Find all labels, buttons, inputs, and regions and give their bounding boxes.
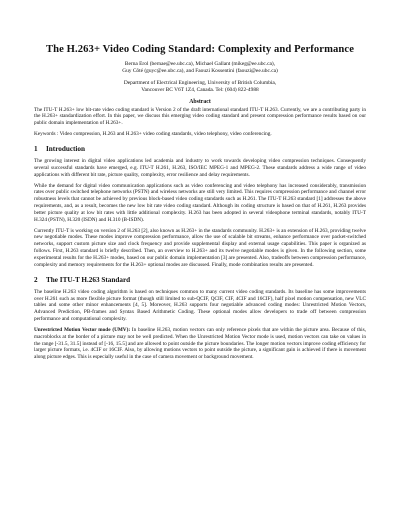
section-heading-h263-standard	[34, 276, 366, 284]
author-line: Berna Erol (bernae@ee.ubc.ca), Michael Gallant (mikeg@ee.ubc.ca),	[124, 61, 276, 67]
abstract-heading: Abstract	[189, 98, 211, 105]
umv-paragraph	[34, 327, 366, 361]
section-title: The ITU-T H.263 Standard	[46, 275, 131, 284]
paragraph: The growing interest in digital video applications led academia and industry to work towards developing video compression techniques. Consequently several successful standards have emerged, e.g. ITU-T H.261, H.263, ISO/IEC MPEG-1 and MPEG-2. These standards address a wide range of video applications with different bit rate, picture quality, complexity, error resilience and delay requirements.	[34, 158, 366, 178]
section-title: Introduction	[46, 145, 86, 153]
paragraph: While the demand for digital video communication applications such as video conferencing and video telephony has increased considerably, transmission rates over public switched telephone networks (PSTN) and wireless networks are still very limited. This requires compression performance and channel error robustness levels that cannot be achieved by previous block-based video coding standards such as H.261. The ITU-T H.263 standard [1] addresses the above requirements, and, as a result, becomes the new low bit rate video coding standard. Although its coding structure is based on that of H.261, H.263 provides better picture quality at low bit rates with little additional complexity. H.263 has been adopted in several videophone terminal standards, notably ITU-T H.324 (PSTN), H.320 (ISDN) and H.310 (B-ISDN).	[34, 182, 366, 223]
paragraph: The baseline H.263 video coding algorithm is based on techniques common to many current video coding standards. Its baseline has some improvements over H.261 such as more flexible picture format (though still limited to sub-QCIF, QCIF, CIF, 4CIF and 16CIF), half pixel motion compensation, new VLC tables and some other minor enhancements [4, 5]. Moreover, H.263 supports four negotiable advanced coding modes: Unrestricted Motion Vectors, Advanced Prediction, PB-frames and Syntax Based Arithmetic Coding. These optional modes allow developers to trade off between compression performance and computational complexity.	[34, 288, 366, 323]
umv-text: In baseline H.263, motion vectors can only reference pixels that are within the picture area. Because of this, macroblocks at the border of a picture may not be well predicted. When the Unrestricted Motion Vector mode is used, motion vectors can take on values in the range [-31.5, 31.5] instead of [-16, 15.5] and are allowed to point outside the picture boundaries. The longer motion vectors improve coding efficiency for larger picture formats, i.e. 4CIF or 16CIF. Also, by allowing motions vectors to point outside the picture, a significant gain is achieved if there is movement along picture edges. This is especially useful in the case of camera movement or background movement.	[34, 326, 366, 361]
section-number: 1	[34, 145, 38, 153]
umv-heading: Unrestricted Motion Vector mode (UMV):	[34, 326, 131, 333]
section-heading-introduction	[34, 145, 366, 153]
keywords: Keywords : Video compression, H.263 and H.263+ video coding standards, video telephony, video conferencing.	[34, 131, 272, 138]
author-line: Guy Côté (guyc@ee.ubc.ca), and Faouzi Kossentini (faouzi@ee.ubc.ca)	[122, 68, 278, 75]
abstract-text: The ITU-T H.263+ low bit-rate video coding standard is Version 2 of the draft international standard ITU-T H.263. Currently, we are a contributing party in the H.263+ standardization effort. In this paper, we discuss this emerging video coding standard and present compression performance results based on our public domain implementation of H.263+.	[34, 106, 366, 127]
paragraph: Currently ITU-T is working on version 2 of H.263 [2], also known as H.263+ in the standards community. H.263+ is an extension of H.263, providing twelve new negotiable modes. These modes improve compression performance, allow the use of scalable bit streams, enhance performance over packet-switched networks, support custom picture size and clock frequency and provide supplemental display and external usage capabilities. This paper is organized as follows. First, H.263 standard is briefly described. Then, an overview to H.263+ and its twelve negotiable modes is given. In the following section, some experimental results for the H.263+ modes, based on our public domain implementation [3] are presented. Also, tradeoffs between compression performance, complexity and memory requirements for the H.263+ optional modes are discussed. Finally, mode combination results are presented.	[34, 227, 366, 268]
author-list	[34, 61, 366, 76]
affiliation	[34, 80, 366, 95]
section-number: 2	[34, 275, 38, 284]
affiliation-line: Department of Electrical Engineering, University of British Columbia,	[123, 79, 277, 86]
affiliation-line: Vancouver BC V6T 1Z4, Canada. Tel: (604) 822-4988	[141, 87, 259, 94]
paper-title: The H.263+ Video Coding Standard: Complexity and Performance	[45, 44, 355, 55]
